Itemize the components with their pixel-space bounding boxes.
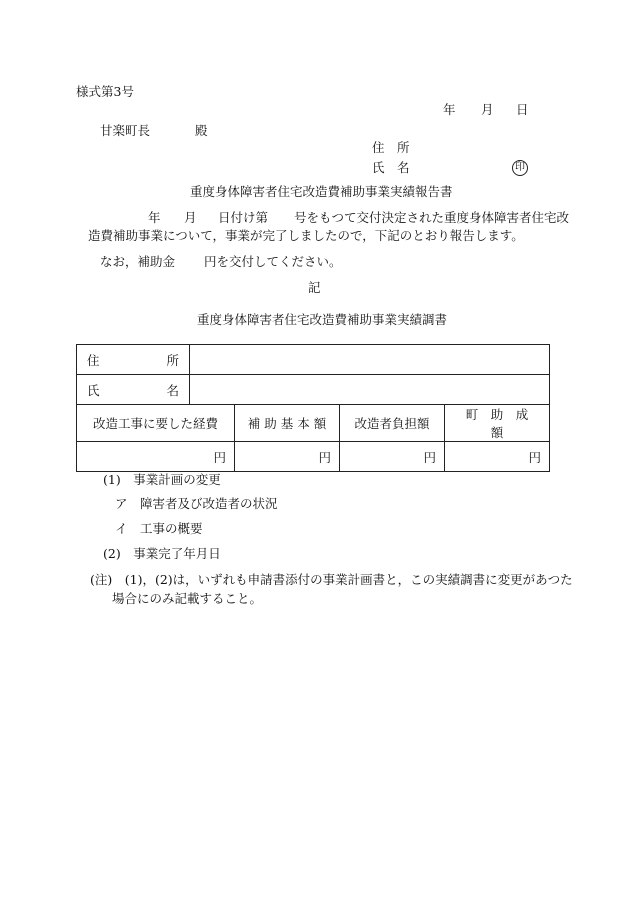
addressee-honorific: 殿 [195,123,208,138]
list-item: イ 工事の概要 [115,521,203,536]
note-line2: 場合にのみ記載すること。 [112,591,263,606]
date-day: 日 [516,102,529,117]
survey-title: 重度身体障害者住宅改造費補助事業実績調書 [197,312,448,327]
body-month: 月 [184,210,197,225]
date-year: 年 [443,102,456,117]
body-line2: 造費補助事業について，事業が完了しましたので，下記のとおり報告します。 [88,228,524,243]
name-label-char-2: 名 [166,382,179,398]
list-item: (1) 事業計画の変更 [103,472,221,487]
body-date-suffix: 日付け第 [218,210,269,225]
name-label-cell [77,375,190,405]
form-number: 様式第3号 [76,84,134,99]
list-item: (2) 事業完了年月日 [103,546,221,561]
body-year: 年 [148,210,161,225]
applicant-address-label: 住 所 [372,140,410,155]
amount-town-subsidy: 円 [445,442,550,472]
address-row [77,345,550,375]
name-row [77,375,550,405]
header-construction-cost: 改造工事に要した経費 [77,405,235,442]
body-line3-suffix: 円を交付してください。 [204,254,342,269]
address-value-cell [190,345,550,375]
amount-subsidy-base: 円 [235,442,340,472]
address-label-cell [77,345,190,375]
amount-row [77,442,550,472]
report-title: 重度身体障害者住宅改造費補助事業実績報告書 [190,184,453,199]
applicant-name-label: 氏 名 [372,160,410,175]
seal-icon: 印 [512,160,528,176]
body-number-text: 号をもつて交付決定された重度身体障害者住宅改 [294,210,570,225]
header-town-subsidy: 町 助 成 額 [445,405,550,442]
header-modifier-burden: 改造者負担額 [340,405,445,442]
amount-modifier-burden: 円 [340,442,445,472]
result-table [76,344,550,472]
note-line1: (注) (1)，(2)は，いずれも申請書添付の事業計画書と，この実績調書に変更があつた [90,572,573,587]
date-month: 月 [481,102,494,117]
name-value-cell [190,375,550,405]
amount-construction-cost: 円 [77,442,235,472]
address-label-char-1: 住 [87,352,100,368]
list-item: ア 障害者及び改造者の状況 [115,496,278,511]
ki-heading: 記 [308,280,321,295]
header-row [77,405,550,442]
header-subsidy-base: 補 助 基 本 額 [235,405,340,442]
addressee-name: 甘楽町長 [100,123,151,138]
body-line3-prefix: なお，補助金 [100,254,176,269]
address-label-char-2: 所 [166,352,179,368]
name-label-char-1: 氏 [87,382,100,398]
